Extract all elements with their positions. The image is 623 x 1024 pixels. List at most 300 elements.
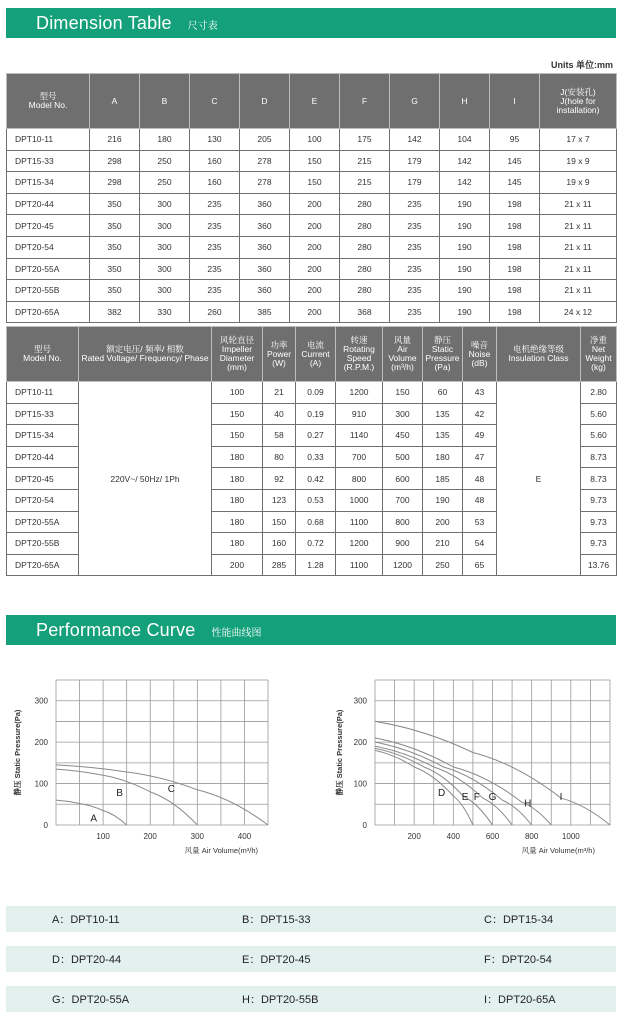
column-header	[79, 327, 212, 382]
table-cell: 175	[340, 129, 390, 151]
table-cell: 104	[440, 129, 490, 151]
table-cell: 198	[490, 193, 540, 215]
table-cell: 1100	[336, 554, 383, 576]
table-cell: 215	[340, 150, 390, 172]
performance-chart-left	[6, 672, 306, 862]
model-cell: DPT20-65A	[7, 301, 90, 323]
table-cell: 21 x 11	[540, 236, 617, 258]
table-cell: 9.73	[581, 489, 617, 511]
table-cell: 235	[390, 236, 440, 258]
table-cell: 150	[290, 172, 340, 194]
curve-label-i: I	[559, 792, 563, 804]
table-cell: 330	[140, 301, 190, 323]
table-cell: 48	[463, 489, 497, 511]
table-cell: 235	[190, 258, 240, 280]
table-cell: 54	[463, 533, 497, 555]
table-cell: 49	[463, 425, 497, 447]
table-cell: 179	[390, 150, 440, 172]
model-cell: DPT20-55B	[7, 280, 90, 302]
table-cell: 40	[263, 403, 296, 425]
table-cell: 180	[423, 446, 463, 468]
column-header-zh: 静压	[433, 335, 451, 345]
table-cell: 300	[140, 236, 190, 258]
table-cell: 300	[140, 193, 190, 215]
table-cell: 123	[263, 489, 296, 511]
table-cell: 200	[290, 193, 340, 215]
column-header-en: Insulation Class	[508, 353, 569, 363]
model-cell: DPT20-45	[7, 468, 79, 490]
specification-table-header	[7, 327, 617, 382]
table-cell: 9.73	[581, 533, 617, 555]
y-axis-label: 静压 Static Pressure(Pa)	[335, 709, 344, 796]
model-cell: DPT20-54	[7, 489, 79, 511]
table-cell: 700	[383, 489, 423, 511]
column-header	[440, 74, 490, 129]
table-cell: 8.73	[581, 446, 617, 468]
x-axis-label: 风量 Air Volume(m³/h)	[521, 846, 595, 855]
column-header-zh: 风轮直径	[219, 335, 254, 345]
table-cell: 298	[90, 172, 140, 194]
curve-label-b: B	[116, 788, 123, 799]
column-header-zh: 风量	[393, 335, 411, 345]
table-cell: 92	[263, 468, 296, 490]
model-cell: DPT20-44	[7, 446, 79, 468]
table-cell: 215	[340, 172, 390, 194]
table-cell: 24 x 12	[540, 301, 617, 323]
column-header	[190, 74, 240, 129]
table-cell: 200	[290, 258, 340, 280]
curve-label-f: F	[473, 792, 480, 804]
table-cell: 190	[440, 215, 490, 237]
table-cell: 142	[440, 150, 490, 172]
y-tick-label: 0	[43, 821, 48, 830]
table-cell: 235	[390, 215, 440, 237]
table-cell: 2.80	[581, 382, 617, 404]
table-cell: 280	[340, 236, 390, 258]
table-row	[7, 215, 617, 237]
performance-chart-right	[330, 672, 620, 862]
model-cell: DPT15-33	[7, 150, 90, 172]
column-header-en: Net Weight (kg)	[585, 344, 612, 372]
table-cell: 368	[340, 301, 390, 323]
performance-curve-title: Performance Curve	[36, 619, 196, 640]
table-cell: 5.60	[581, 425, 617, 447]
column-header	[423, 327, 463, 382]
column-header-en: H	[461, 95, 468, 106]
table-cell: 500	[383, 446, 423, 468]
table-cell: 95	[490, 129, 540, 151]
column-header	[490, 74, 540, 129]
dimension-table-title: Dimension Table	[36, 12, 172, 33]
model-cell: DPT20-65A	[7, 554, 79, 576]
table-cell: 200	[423, 511, 463, 533]
x-tick-label: 1000	[561, 832, 580, 841]
column-header	[581, 327, 617, 382]
column-header-en: G	[411, 95, 418, 106]
table-cell: 60	[423, 382, 463, 404]
table-cell: 160	[263, 533, 296, 555]
table-cell: 350	[90, 258, 140, 280]
column-header-zh: 功率	[270, 339, 288, 350]
column-header	[296, 327, 336, 382]
table-cell: 65	[463, 554, 497, 576]
model-cell: DPT15-33	[7, 403, 79, 425]
table-cell: 19 x 9	[540, 172, 617, 194]
column-header-zh: 额定电压/ 频率/ 相数	[106, 344, 184, 354]
table-cell: 190	[440, 301, 490, 323]
column-header-en: Rated Voltage/ Frequency/ Phase	[81, 353, 209, 363]
y-tick-label: 0	[362, 821, 367, 830]
legend-item-f: F：DPT20-54	[484, 954, 552, 966]
column-header-zh: 电流	[306, 339, 324, 350]
table-cell: 280	[340, 215, 390, 237]
column-header	[540, 74, 617, 129]
model-cell: DPT20-55B	[7, 533, 79, 555]
table-row	[7, 382, 617, 404]
dimension-table-banner	[6, 8, 616, 38]
table-cell: 190	[440, 280, 490, 302]
column-header-en: A	[111, 95, 118, 106]
x-tick-label: 600	[485, 832, 500, 841]
table-cell: 80	[263, 446, 296, 468]
table-cell: 100	[212, 382, 263, 404]
table-row	[7, 258, 617, 280]
column-header-en: E	[311, 95, 318, 106]
table-cell: 280	[340, 280, 390, 302]
table-row	[7, 129, 617, 151]
table-cell: 300	[140, 215, 190, 237]
column-header-en: C	[211, 95, 218, 106]
table-cell: 160	[190, 150, 240, 172]
table-cell: 190	[423, 489, 463, 511]
table-cell: 350	[90, 193, 140, 215]
table-cell: 150	[212, 425, 263, 447]
model-cell: DPT20-45	[7, 215, 90, 237]
column-header-en: Impeller Diameter (mm)	[219, 344, 255, 372]
table-cell: 350	[90, 236, 140, 258]
table-cell: 0.27	[296, 425, 336, 447]
table-row	[7, 150, 617, 172]
column-header-zh: J(安装孔)	[560, 86, 596, 97]
table-cell: 180	[212, 446, 263, 468]
table-cell: 198	[490, 280, 540, 302]
table-cell: 200	[290, 236, 340, 258]
column-header-en: F	[361, 95, 368, 106]
table-cell: 278	[240, 172, 290, 194]
dimension-table	[6, 73, 617, 323]
legend-item-h: H：DPT20-55B	[242, 994, 319, 1006]
y-tick-label: 300	[34, 696, 48, 706]
table-cell: 8.73	[581, 468, 617, 490]
table-cell: 130	[190, 129, 240, 151]
y-tick-label: 200	[353, 738, 367, 748]
table-cell: 200	[290, 215, 340, 237]
column-header-zh: 型号	[39, 91, 57, 101]
table-cell: 800	[336, 468, 383, 490]
table-cell: 9.73	[581, 511, 617, 533]
table-cell: 0.72	[296, 533, 336, 555]
table-cell: 1200	[336, 382, 383, 404]
table-row	[7, 172, 617, 194]
table-cell: 360	[240, 193, 290, 215]
curve-label-h: H	[524, 798, 532, 810]
dimension-table-title-zh: 尺寸表	[187, 20, 218, 32]
x-axis-label: 风量 Air Volume(m³/h)	[184, 846, 259, 855]
table-cell: 150	[263, 511, 296, 533]
column-header	[336, 327, 383, 382]
column-header	[7, 74, 90, 129]
model-cell: DPT20-55A	[7, 511, 79, 533]
column-header	[463, 327, 497, 382]
column-header-en: Air Volume (m³/h)	[388, 344, 417, 372]
performance-curve-banner	[6, 615, 616, 645]
table-cell: 43	[463, 382, 497, 404]
table-cell: 42	[463, 403, 497, 425]
table-cell: 190	[440, 193, 490, 215]
table-cell: 145	[490, 172, 540, 194]
table-cell: 142	[390, 129, 440, 151]
table-cell: 135	[423, 403, 463, 425]
model-cell: DPT10-11	[7, 382, 79, 404]
table-cell: 150	[290, 150, 340, 172]
column-header	[497, 327, 581, 382]
table-cell: 47	[463, 446, 497, 468]
column-header	[240, 74, 290, 129]
table-cell: 142	[440, 172, 490, 194]
column-header-zh: 噪音	[470, 339, 488, 350]
table-cell: 360	[240, 236, 290, 258]
table-cell: 53	[463, 511, 497, 533]
table-cell: 198	[490, 215, 540, 237]
column-header-en: Current (A)	[301, 348, 330, 368]
table-row	[7, 301, 617, 323]
legend-row	[6, 906, 616, 932]
table-cell: 0.33	[296, 446, 336, 468]
table-cell: 1140	[336, 425, 383, 447]
table-cell: 450	[383, 425, 423, 447]
column-header-en: J(hole for installation)	[556, 95, 600, 115]
table-cell: 235	[190, 280, 240, 302]
table-cell: 198	[490, 236, 540, 258]
table-cell: 200	[290, 280, 340, 302]
table-cell: 200	[290, 301, 340, 323]
column-header	[212, 327, 263, 382]
table-cell: 100	[290, 129, 340, 151]
units-label: Units 单位:mm	[550, 60, 613, 70]
table-cell: 21 x 11	[540, 193, 617, 215]
table-cell: 250	[140, 172, 190, 194]
table-cell: 385	[240, 301, 290, 323]
column-header-en: Noise (dB)	[468, 348, 491, 368]
column-header	[90, 74, 140, 129]
curve-label-a: A	[90, 813, 98, 825]
column-header-en: D	[261, 95, 268, 106]
table-cell: 17 x 7	[540, 129, 617, 151]
table-cell: 48	[463, 468, 497, 490]
legend-item-i: I：DPT20-65A	[484, 994, 556, 1006]
model-cell: DPT20-55A	[7, 258, 90, 280]
legend-item-b: B：DPT15-33	[242, 914, 311, 926]
table-cell: 700	[336, 446, 383, 468]
table-cell: 910	[336, 403, 383, 425]
table-cell: 19 x 9	[540, 150, 617, 172]
column-header-zh: 电机绝缘等级	[512, 344, 564, 354]
legend-item-e: E：DPT20-45	[242, 954, 311, 966]
column-header	[383, 327, 423, 382]
table-cell: 145	[490, 150, 540, 172]
table-cell: 280	[340, 193, 390, 215]
table-cell: 216	[90, 129, 140, 151]
table-cell: 180	[212, 489, 263, 511]
table-cell: 1000	[336, 489, 383, 511]
table-cell: 185	[423, 468, 463, 490]
x-tick-label: 400	[237, 832, 252, 841]
column-header-zh: 转速	[350, 335, 368, 345]
table-cell: 235	[390, 280, 440, 302]
column-header-en: Rotating Speed (R.P.M.)	[343, 344, 375, 372]
x-tick-label: 300	[190, 832, 205, 841]
table-cell: 235	[390, 258, 440, 280]
table-row	[7, 193, 617, 215]
x-tick-label: 100	[96, 832, 110, 841]
table-row	[7, 280, 617, 302]
model-cell: DPT15-34	[7, 172, 90, 194]
table-cell: 179	[390, 172, 440, 194]
curve-label-g: G	[488, 792, 497, 804]
table-cell: 360	[240, 215, 290, 237]
performance-curve-title-zh: 性能曲线图	[211, 627, 262, 639]
table-cell: 198	[490, 301, 540, 323]
table-cell: 350	[90, 215, 140, 237]
table-cell: 900	[383, 533, 423, 555]
legend-item-g: G：DPT20-55A	[52, 994, 130, 1006]
column-header	[7, 327, 79, 382]
table-cell: 1.28	[296, 554, 336, 576]
table-cell: 0.68	[296, 511, 336, 533]
table-cell: 1100	[336, 511, 383, 533]
table-cell: 298	[90, 150, 140, 172]
table-cell: 198	[490, 258, 540, 280]
table-cell: 800	[383, 511, 423, 533]
curve-c	[56, 765, 268, 825]
table-cell: 205	[240, 129, 290, 151]
y-axis-label: 静压 Static Pressure(Pa)	[13, 709, 22, 796]
table-row	[7, 236, 617, 258]
table-cell: 135	[423, 425, 463, 447]
legend-item-c: C：DPT15-34	[484, 914, 554, 926]
insulation-cell: E	[497, 382, 581, 576]
table-cell: 21 x 11	[540, 258, 617, 280]
curve-label-c: C	[167, 783, 176, 795]
y-tick-label: 300	[353, 696, 367, 706]
table-cell: 0.42	[296, 468, 336, 490]
table-cell: 360	[240, 280, 290, 302]
table-cell: 250	[140, 150, 190, 172]
dimension-table-header	[7, 74, 617, 129]
column-header-en: Static Pressure (Pa)	[425, 344, 460, 372]
table-cell: 0.53	[296, 489, 336, 511]
table-cell: 280	[340, 258, 390, 280]
y-tick-label: 100	[353, 779, 367, 789]
x-tick-label: 800	[524, 832, 539, 841]
table-cell: 180	[212, 533, 263, 555]
column-header-en: B	[161, 95, 168, 106]
voltage-cell: 220V~/ 50Hz/ 1Ph	[79, 382, 212, 576]
curve-label-d: D	[437, 788, 446, 799]
column-header-en: Model No.	[28, 100, 68, 110]
table-cell: 382	[90, 301, 140, 323]
table-cell: 360	[240, 258, 290, 280]
column-header-zh: 净重	[589, 335, 607, 345]
table-cell: 58	[263, 425, 296, 447]
table-cell: 235	[190, 215, 240, 237]
model-cell: DPT15-34	[7, 425, 79, 447]
column-header	[140, 74, 190, 129]
table-cell: 150	[383, 382, 423, 404]
table-cell: 235	[390, 301, 440, 323]
column-header	[263, 327, 296, 382]
column-header	[390, 74, 440, 129]
table-cell: 1200	[336, 533, 383, 555]
table-cell: 0.19	[296, 403, 336, 425]
column-header-zh: 型号	[33, 344, 51, 354]
y-tick-label: 200	[34, 738, 48, 748]
column-header-en: Power (W)	[266, 348, 292, 368]
table-cell: 1200	[383, 554, 423, 576]
model-cell: DPT20-44	[7, 193, 90, 215]
table-cell: 235	[390, 193, 440, 215]
table-cell: 180	[212, 468, 263, 490]
column-header-en: Model No.	[23, 353, 62, 363]
table-cell: 160	[190, 172, 240, 194]
table-cell: 21	[263, 382, 296, 404]
legend-row	[6, 986, 616, 1012]
table-cell: 260	[190, 301, 240, 323]
table-cell: 0.09	[296, 382, 336, 404]
table-cell: 200	[212, 554, 263, 576]
table-cell: 350	[90, 280, 140, 302]
legend-item-d: D：DPT20-44	[52, 954, 122, 966]
specification-table	[6, 326, 617, 576]
table-cell: 21 x 11	[540, 280, 617, 302]
table-cell: 300	[140, 280, 190, 302]
x-tick-label: 200	[407, 832, 421, 841]
table-cell: 5.60	[581, 403, 617, 425]
table-cell: 300	[140, 258, 190, 280]
table-cell: 250	[423, 554, 463, 576]
column-header	[290, 74, 340, 129]
column-header-en: I	[513, 95, 516, 106]
column-header	[340, 74, 390, 129]
table-cell: 278	[240, 150, 290, 172]
table-cell: 235	[190, 193, 240, 215]
legend-row	[6, 946, 616, 972]
table-cell: 150	[212, 403, 263, 425]
table-cell: 600	[383, 468, 423, 490]
table-cell: 180	[212, 511, 263, 533]
table-cell: 235	[190, 236, 240, 258]
table-cell: 285	[263, 554, 296, 576]
legend-item-a: A：DPT10-11	[52, 914, 120, 926]
model-cell: DPT20-54	[7, 236, 90, 258]
table-cell: 210	[423, 533, 463, 555]
model-cell: DPT10-11	[7, 129, 90, 151]
curve-label-e: E	[461, 792, 469, 804]
x-tick-label: 200	[143, 832, 157, 841]
table-cell: 180	[140, 129, 190, 151]
table-cell: 21 x 11	[540, 215, 617, 237]
y-tick-label: 100	[34, 779, 48, 789]
